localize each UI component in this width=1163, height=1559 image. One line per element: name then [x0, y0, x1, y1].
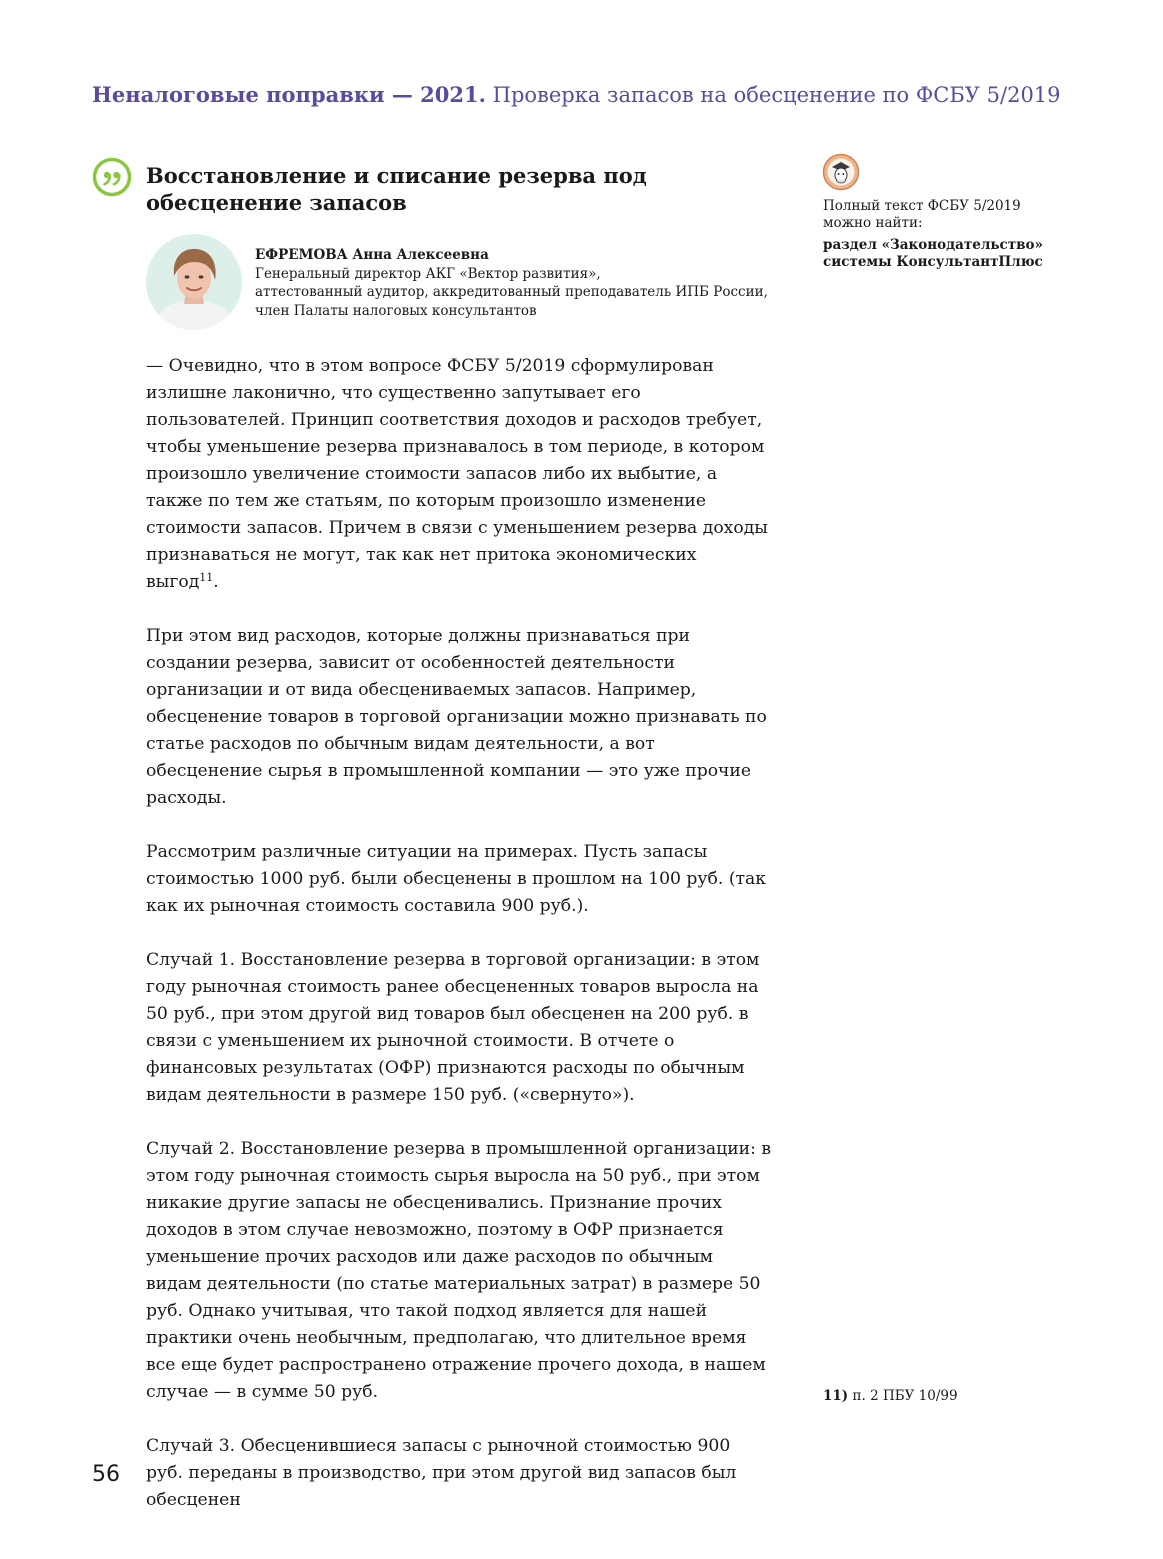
sidebar-link-text: системы КонсультантПлюс: [823, 254, 1043, 270]
sidebar-note-line: можно найти:: [823, 215, 923, 231]
running-header: [92, 82, 1061, 107]
body-paragraph: Случай 2. Восстановление резерва в промышленной организации: в этом году рыночная стоимость сырья выросла на 50 руб., при этом никакие другие запасы не обесценивались. Признание прочих доходов в этом случае невозможно, поэтому в ОФР признается уменьшение прочих расходов или даже расходов по обычным видам деятельности (по статье материальных затрат) в размере 50 руб. Однако учитывая, что такой подход является для нашей практики очень необычным, предполагаю, что длительное время все еще будет распространено отражение прочего дохода, в нашем случае — в сумме 50 руб.: [146, 1139, 772, 1402]
author-name: ЕФРЕМОВА Анна Алексеевна: [255, 247, 489, 263]
footnote-reference[interactable]: 11: [199, 571, 214, 584]
paragraph-text: — Очевидно, что в этом вопросе ФСБУ 5/2019 сформулирован излишне лаконично, что существенно запутывает его пользователей. Принцип соответствия доходов и расходов требует, чтобы уменьшение резерва признавалось в том периоде, в котором произошло увеличение стоимости запасов либо их выбытие, а также по тем же статьям, по которым произошло изменение стоимости запасов. Причем в связи с уменьшением резерва доходы признаваться не могут, так как нет притока экономических выгод: [146, 356, 768, 592]
consultant-icon: [822, 153, 860, 191]
sidebar-note: [823, 198, 1063, 271]
sidebar-link-text: раздел «Законодательство»: [823, 237, 1043, 253]
author-title-line: Генеральный директор АКГ «Вектор развития»,: [255, 265, 601, 282]
author-title-line: член Палаты налоговых консультантов: [255, 302, 537, 319]
article-body: [146, 353, 772, 1541]
author-title-line: аттестованный аудитор, аккредитованный преподаватель ИПБ России,: [255, 284, 768, 300]
body-paragraph: Рассмотрим различные ситуации на примерах. Пусть запасы стоимостью 1000 руб. были обесценены в прошлом на 100 руб. (так как их рыночная стоимость составила 900 руб.).: [146, 842, 767, 916]
header-section: Неналоговые поправки — 2021.: [92, 82, 486, 107]
footnote: [823, 1388, 958, 1404]
sidebar-note-line: Полный текст ФСБУ 5/2019: [823, 198, 1021, 214]
author-avatar: [146, 234, 242, 330]
author-info: [255, 246, 775, 320]
article-title: Восстановление и списание резерва под обесценение запасов: [146, 163, 647, 215]
footnote-number: 11): [823, 1388, 849, 1404]
header-subtitle: Проверка запасов на обесценение по ФСБУ 5/2019: [492, 83, 1061, 107]
quote-icon: [92, 157, 132, 197]
paragraph-end: .: [213, 572, 219, 592]
body-paragraph: Случай 1. Восстановление резерва в торговой организации: в этом году рыночная стоимость ранее обесцененных товаров выросла на 50 руб., при этом другой вид товаров был обесценен на 200 руб. в связи с уменьшением их рыночной стоимости. В отчете о финансовых результатах (ОФР) признаются расходы по обычным видам деятельности в размере 150 руб. («свернуто»).: [146, 950, 760, 1105]
page-number: 56: [92, 1462, 120, 1487]
footnote-text: п. 2 ПБУ 10/99: [852, 1388, 958, 1404]
body-paragraph: При этом вид расходов, которые должны признаваться при создании резерва, зависит от особенностей деятельности организации и от вида обесцениваемых запасов. Например, обесценение товаров в торговой организации можно признавать по статье расходов по обычным видам деятельности, а вот обесценение сырья в промышленной компании — это уже прочие расходы.: [146, 626, 767, 808]
body-paragraph: Случай 3. Обесценившиеся запасы с рыночной стоимостью 900 руб. переданы в производство, при этом другой вид запасов был обесценен: [146, 1436, 737, 1510]
body-paragraph: [146, 353, 772, 596]
